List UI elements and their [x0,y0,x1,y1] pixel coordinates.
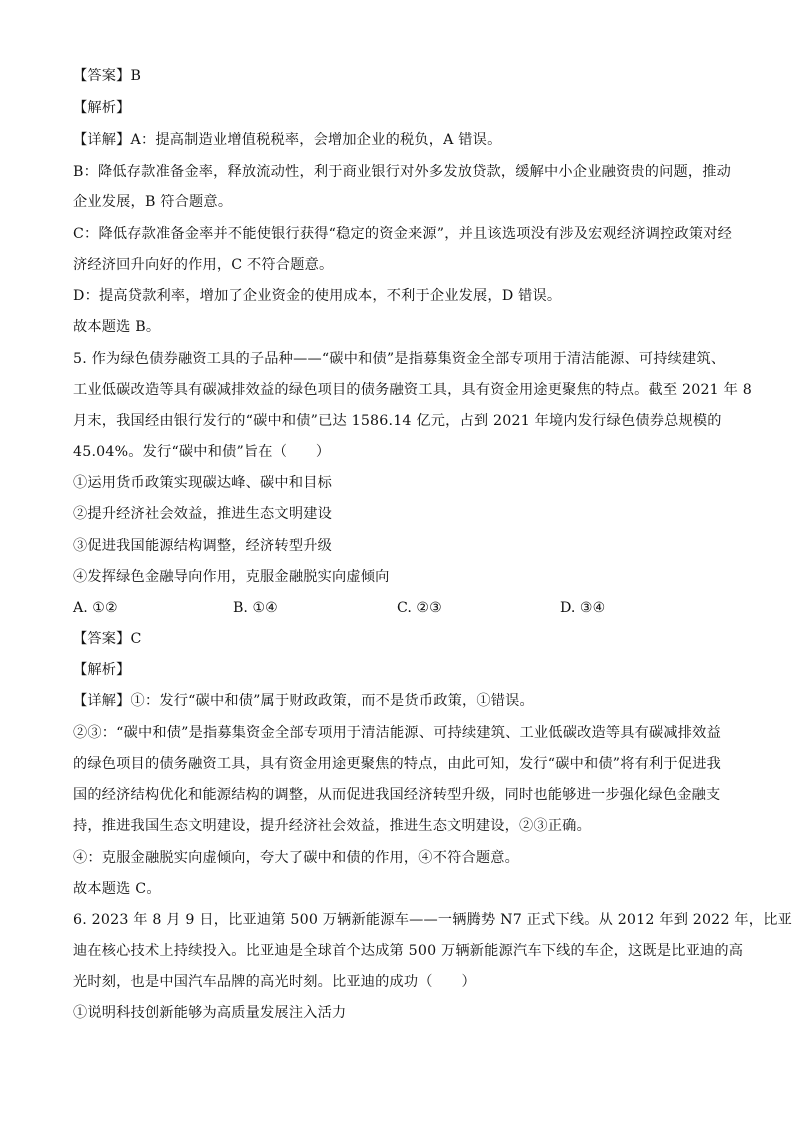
choice-statement: ①运用货币政策实现碳达峰、碳中和目标 [73,475,332,491]
analysis-label: 【解析】 [73,100,131,116]
text-line: D：提高贷款利率，增加了企业资金的使用成本，不利于企业发展，D 错误。 [73,288,562,304]
text-line: 【详解】①：发行“碳中和债”属于财政政策，而不是货币政策，①错误。 [73,693,534,709]
choice-statement: ②提升经济社会效益，推进生态文明建设 [73,506,332,522]
question-text: 5. 作为绿色债券融资工具的子品种——“碳中和债”是指募集资金全部专项用于清洁能源、可持续建筑、 [73,351,726,367]
text-line: 故本题选 B。 [73,319,161,335]
question-text: 6. 2023 年 8 月 9 日，比亚迪第 500 万辆新能源车——一辆腾势 N7 正式下线。从 2012 年到 2022 年，比亚 [73,912,792,928]
text-line: 的绿色项目的债务融资工具，具有资金用途更聚焦的特点，由此可知，发行“碳中和债”将有利于促进我 [73,756,721,772]
option-d: D. ③④ [560,600,606,616]
question-text: 光时刻，也是中国汽车品牌的高光时刻。比亚迪的成功（ ） [73,974,476,990]
choice-statement: ①说明科技创新能够为高质量发展注入活力 [73,1005,347,1021]
choice-statement: ④发挥绿色金融导向作用，克服金融脱实向虚倾向 [73,569,390,585]
option-c: C. ②③ [397,600,442,616]
question-text: 迪在核心技术上持续投入。比亚迪是全球首个达成第 500 万辆新能源汽车下线的车企，这既是比亚迪的高 [73,943,744,959]
text-line: B：降低存款准备金率，释放流动性，利于商业银行对外多发放贷款，缓解中小企业融资贵的问题，推动 [73,164,732,180]
text-line: 持，推进我国生态文明建设，提升经济社会效益，推进生态文明建设，②③正确。 [73,818,591,834]
text-line: 企业发展，B 符合题意。 [73,194,233,210]
answer-label: 【答案】C [73,631,142,647]
question-text: 工业低碳改造等具有碳减排效益的绿色项目的债务融资工具，具有资金用途更聚焦的特点。截至 2021 年 8 [73,382,752,398]
text-line: 国的经济结构优化和能源结构的调整，从而促进我国经济转型升级，同时也能够进一步强化绿色金融支 [73,787,721,803]
option-b: B. ①④ [233,600,278,616]
question-text: 45.04%。发行“碳中和债”旨在（ ） [73,444,331,460]
answer-label: 【答案】B [73,68,142,84]
text-line: 【详解】A：提高制造业增值税税率，会增加企业的税负，A 错误。 [73,132,502,148]
text-line: 故本题选 C。 [73,881,161,897]
option-a: A. ①② [73,600,118,616]
analysis-label: 【解析】 [73,662,131,678]
text-line: ②③：“碳中和债”是指募集资金全部专项用于清洁能源、可持续建筑、工业低碳改造等具有碳减排效益 [73,725,721,741]
text-line: 济经济回升向好的作用，C 不符合题意。 [73,257,334,273]
question-text: 月末，我国经由银行发行的“碳中和债”已达 1586.14 亿元，占到 2021 年境内发行绿色债券总规模的 [73,413,722,429]
choice-statement: ③促进我国能源结构调整，经济转型升级 [73,538,332,554]
text-line: ④：克服金融脱实向虚倾向，夸大了碳中和债的作用，④不符合题意。 [73,850,520,866]
text-line: C：降低存款准备金率并不能使银行获得“稳定的资金来源”，并且该选项没有涉及宏观经济调控政策对经 [73,226,733,242]
